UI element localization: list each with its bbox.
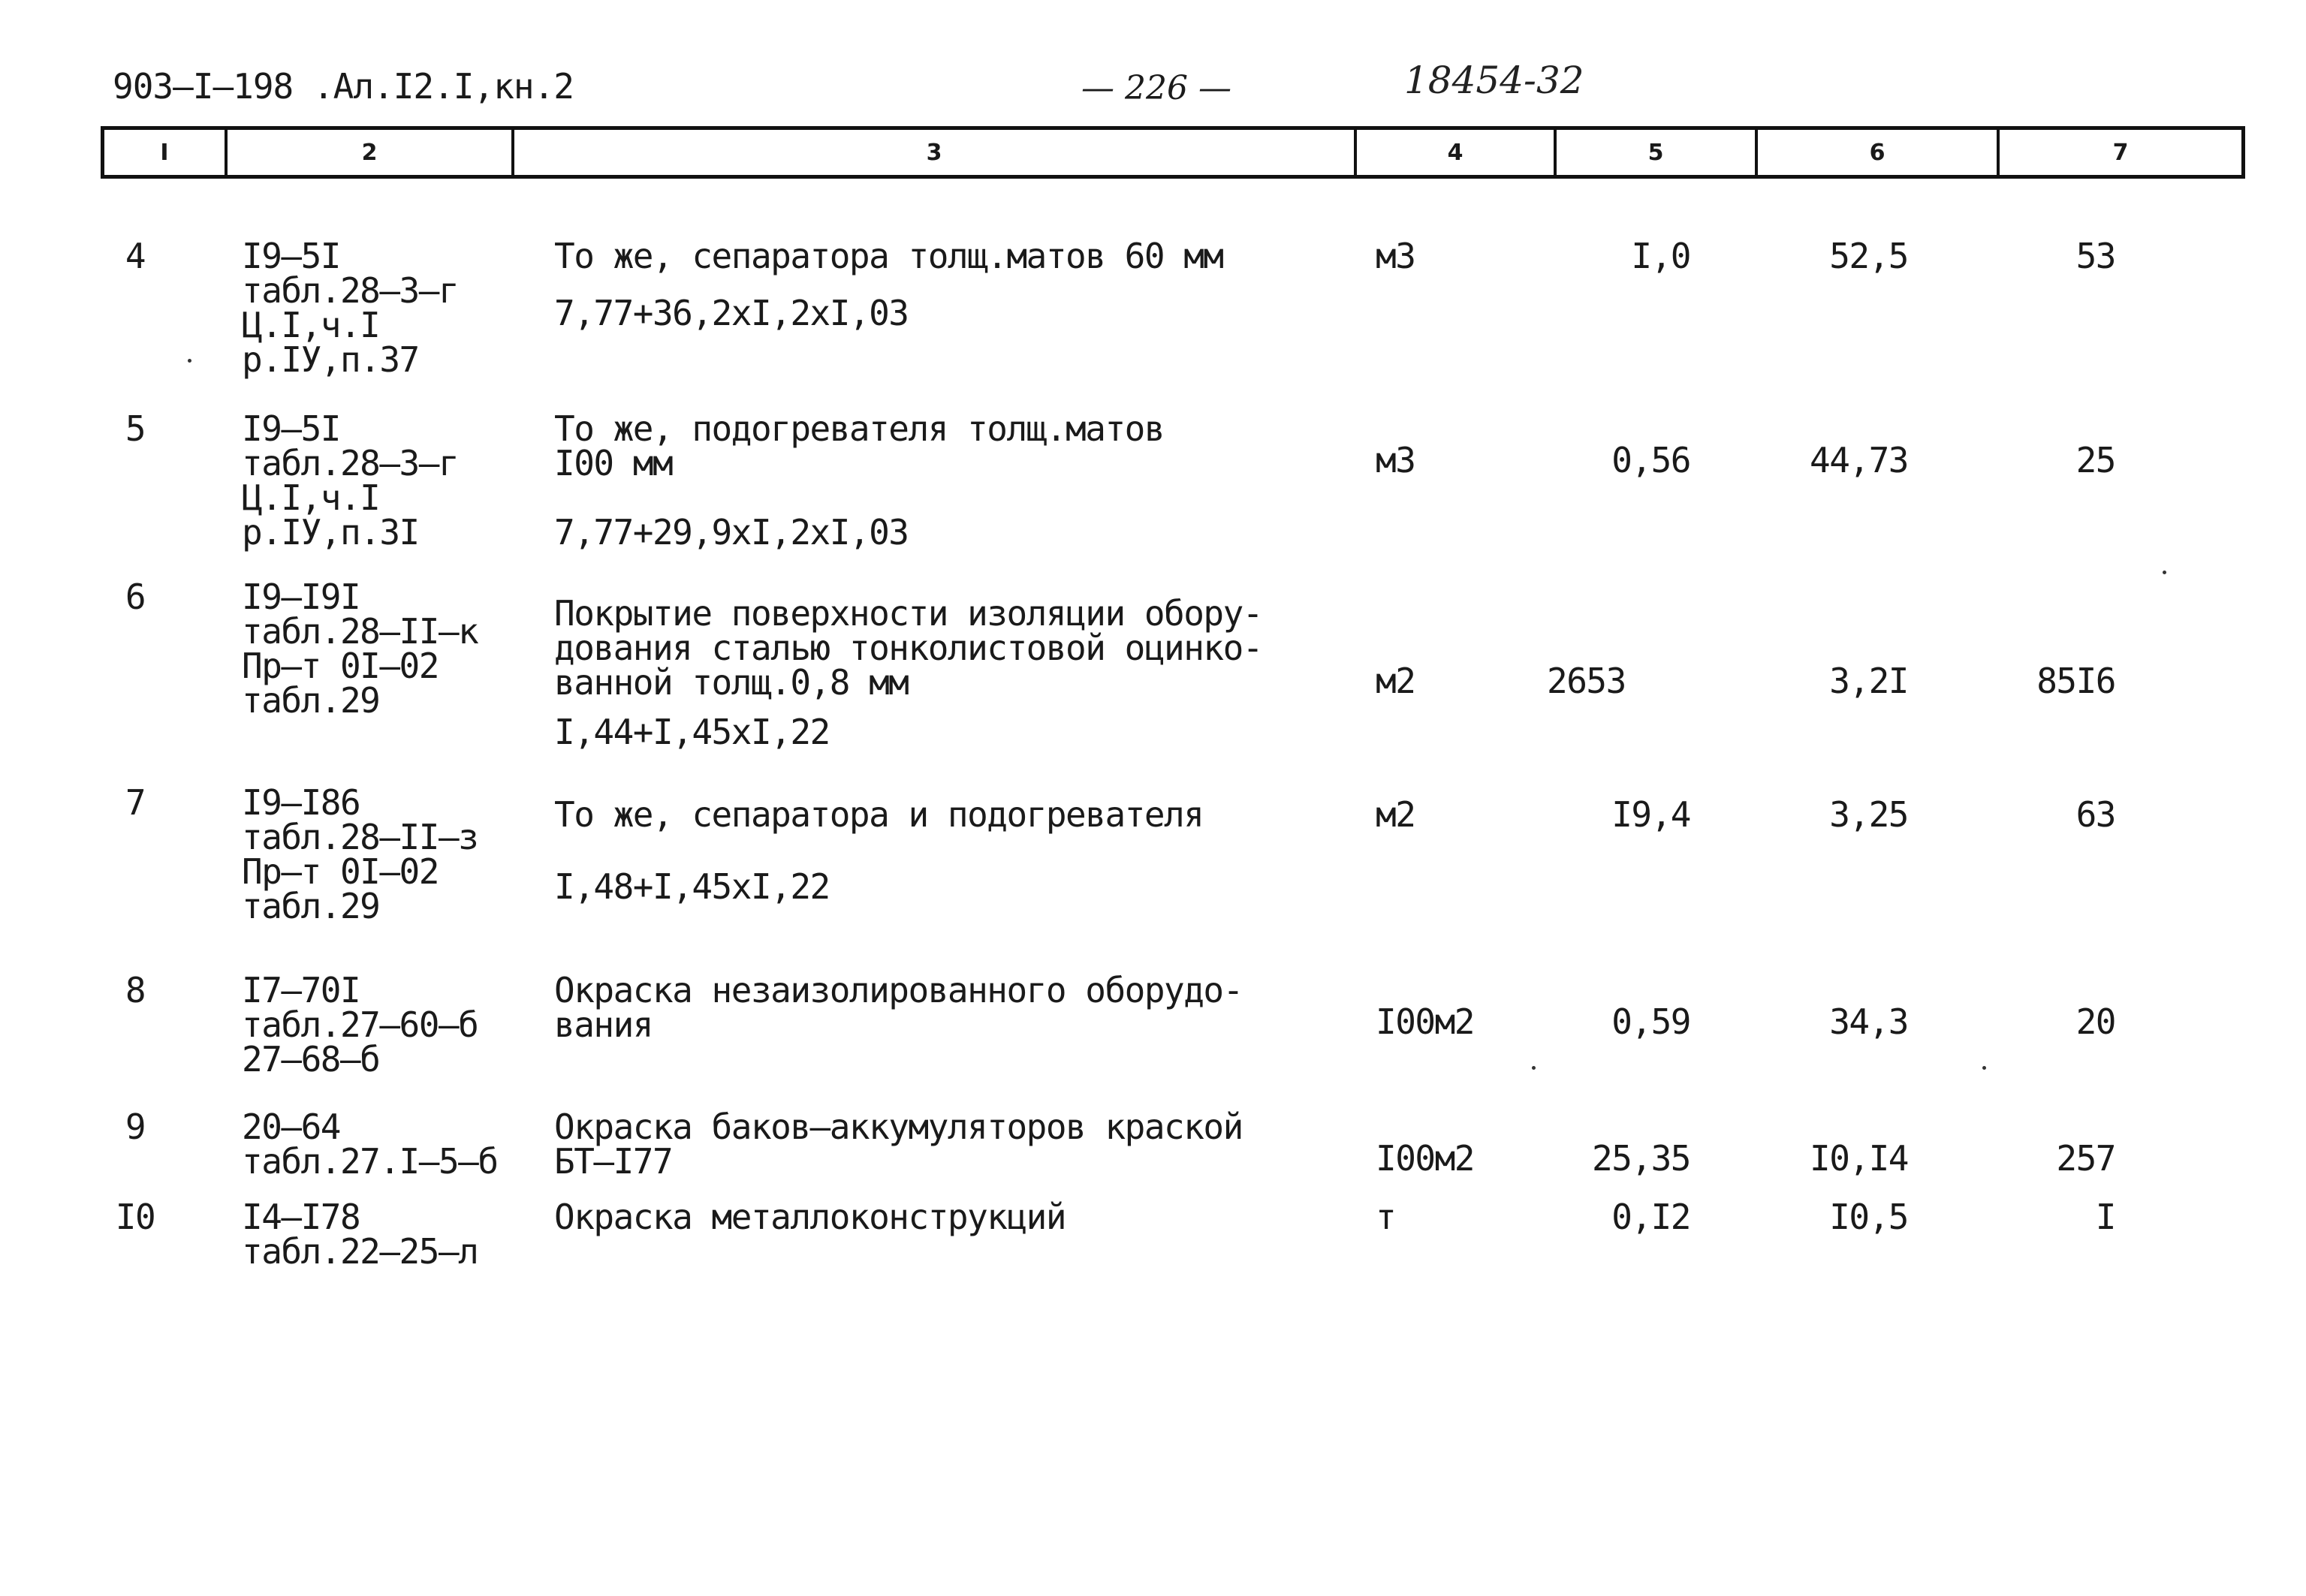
row-quantity: 2653 — [1547, 661, 1626, 701]
document-code: 903–I–198 .Ал.I2.I,кн.2 — [113, 66, 574, 107]
row-quantity: 0,I2 — [1611, 1197, 1690, 1237]
row-code: I9–I86 табл.28–II–з Пр–т 0I–02 табл.29 — [242, 782, 478, 926]
row-code: I7–70I табл.27–60–б 27–68–б — [242, 970, 478, 1080]
column-header-1: I — [104, 130, 228, 175]
row-unit: м3 — [1376, 236, 1415, 276]
row-number: 8 — [125, 970, 146, 1010]
row-description: Окраска незаизолированного оборудо- вания — [554, 970, 1243, 1045]
row-total: 20 — [2075, 1001, 2115, 1042]
scan-speck — [1532, 1066, 1536, 1070]
row-quantity: 0,56 — [1611, 440, 1690, 480]
scan-speck — [1982, 1066, 1986, 1070]
row-quantity: I,0 — [1631, 236, 1690, 276]
row-total: I — [2095, 1197, 2115, 1237]
row-description: Окраска металлоконструкций — [554, 1197, 1066, 1237]
row-formula: 7,77+36,2хI,2хI,03 — [554, 293, 909, 333]
row-number: 9 — [125, 1107, 146, 1147]
row-description: Покрытие поверхности изоляции обору- дования сталью тонколистовой оцинко- ванной толщ.0,8 мм — [554, 593, 1262, 703]
column-header-4: 4 — [1357, 130, 1557, 175]
scan-speck — [188, 359, 191, 363]
column-header-2: 2 — [228, 130, 514, 175]
row-number: I0 — [115, 1197, 155, 1237]
row-total: 257 — [2056, 1138, 2115, 1179]
row-quantity: I9,4 — [1611, 794, 1690, 835]
row-number: 5 — [125, 408, 146, 449]
row-total: 63 — [2075, 794, 2115, 835]
page-number: — 226 — — [1081, 69, 1231, 107]
row-total: 85I6 — [2036, 661, 2115, 701]
row-unit: I00м2 — [1376, 1001, 1474, 1042]
column-header-6: 6 — [1758, 130, 2000, 175]
row-quantity: 25,35 — [1592, 1138, 1690, 1179]
column-header-7: 7 — [2112, 139, 2129, 166]
row-price: I0,5 — [1829, 1197, 1908, 1237]
row-description: То же, подогревателя толщ.матов I00 мм — [554, 408, 1165, 483]
row-formula: 7,77+29,9хI,2хI,03 — [554, 512, 909, 553]
row-unit: м3 — [1376, 440, 1415, 480]
row-code: I9–5I табл.28–3–г Ц.I,ч.I р.IУ,п.3I — [242, 408, 459, 553]
scan-speck — [2163, 571, 2166, 574]
row-total: 53 — [2075, 236, 2115, 276]
row-price: 3,25 — [1829, 794, 1908, 835]
column-header-3: 3 — [514, 130, 1357, 175]
row-formula: I,48+I,45хI,22 — [554, 866, 830, 907]
column-header-table — [101, 126, 2245, 179]
row-code: I4–I78 табл.22–25–л — [242, 1197, 478, 1272]
row-unit: т — [1376, 1197, 1396, 1237]
archive-number: 18454-32 — [1404, 59, 1584, 102]
row-price: 3,2I — [1829, 661, 1908, 701]
row-total: 25 — [2075, 440, 2115, 480]
row-quantity: 0,59 — [1611, 1001, 1690, 1042]
row-number: 7 — [125, 782, 146, 823]
row-code: I9–5I табл.28–3–г Ц.I,ч.I р.IУ,п.37 — [242, 236, 459, 380]
row-unit: I00м2 — [1376, 1138, 1474, 1179]
row-price: 44,73 — [1810, 440, 1908, 480]
row-description: То же, сепаратора толщ.матов 60 мм — [554, 236, 1223, 276]
row-unit: м2 — [1376, 661, 1415, 701]
row-description: Окраска баков–аккумуляторов краской БТ–I77 — [554, 1107, 1243, 1182]
row-price: 34,3 — [1829, 1001, 1908, 1042]
row-price: 52,5 — [1829, 236, 1908, 276]
row-code: 20–64 табл.27.I–5–б — [242, 1107, 498, 1182]
row-formula: I,44+I,45хI,22 — [554, 712, 830, 752]
row-unit: м2 — [1376, 794, 1415, 835]
row-number: 4 — [125, 236, 146, 276]
row-code: I9–I9I табл.28–II–к Пр–т 0I–02 табл.29 — [242, 577, 478, 721]
row-description: То же, сепаратора и подогревателя — [554, 794, 1204, 835]
row-price: I0,I4 — [1810, 1138, 1908, 1179]
row-number: 6 — [125, 577, 146, 617]
column-header-5: 5 — [1557, 130, 1758, 175]
